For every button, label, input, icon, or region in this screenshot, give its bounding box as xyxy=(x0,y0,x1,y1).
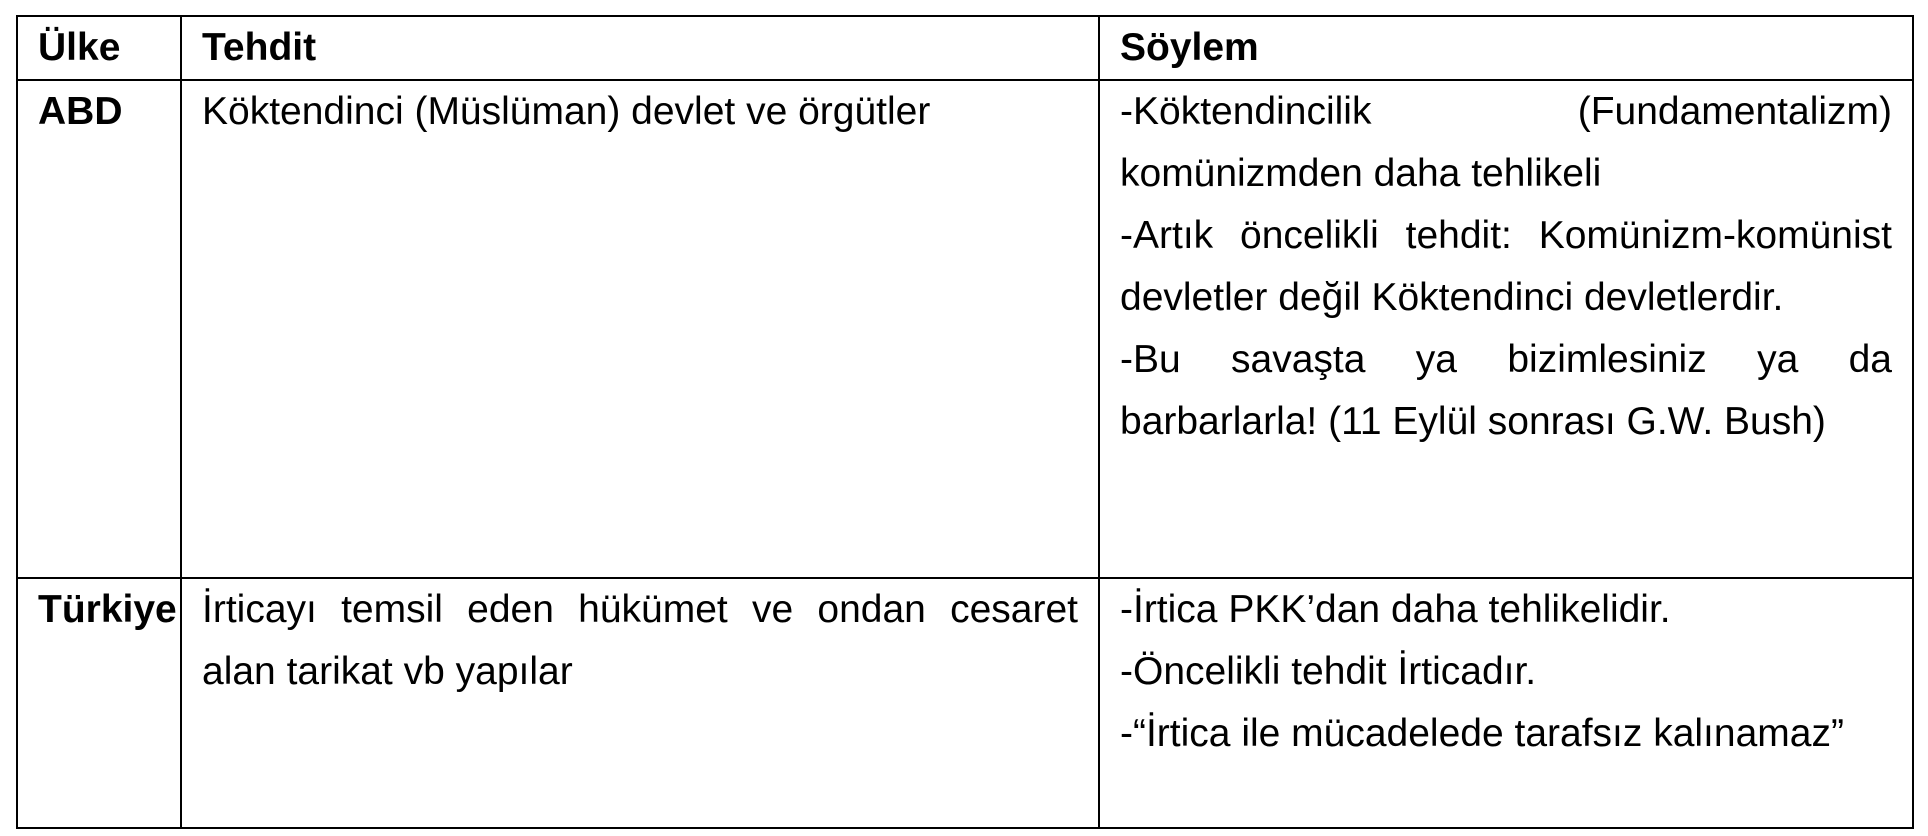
country-cell: Türkiye xyxy=(17,578,181,828)
threat-text: İrticayı temsil eden hükümet ve ondan cesaret alan tarikat vb yapılar xyxy=(202,588,1078,693)
table-header-row xyxy=(17,16,1913,80)
country-cell: ABD xyxy=(17,80,181,578)
header-threat: Tehdit xyxy=(181,16,1099,80)
threat-cell xyxy=(181,578,1099,828)
discourse-line: -Bu savaşta ya bizimlesiniz ya da barbarlarla! (11 Eylül sonrası G.W. Bush) xyxy=(1120,338,1892,443)
table-row xyxy=(17,578,1913,828)
threat-text: Köktendinci (Müslüman) devlet ve örgütler xyxy=(202,90,931,133)
discourse-line: -Artık öncelikli tehdit: Komünizm-komünist devletler değil Köktendinci devletlerdir. xyxy=(1120,214,1892,319)
discourse-line: -“İrtica ile mücadelede tarafsız kalınamaz” xyxy=(1120,712,1844,755)
discourse-cell xyxy=(1099,578,1913,828)
threat-discourse-table xyxy=(16,15,1914,829)
discourse-line: -İrtica PKK’dan daha tehlikelidir. xyxy=(1120,588,1671,631)
header-country: Ülke xyxy=(17,16,181,80)
discourse-cell xyxy=(1099,80,1913,578)
discourse-line: -Köktendincilik (Fundamentalizm) komünizmden daha tehlikeli xyxy=(1120,90,1892,195)
discourse-line: -Öncelikli tehdit İrticadır. xyxy=(1120,650,1537,693)
table-row xyxy=(17,80,1913,578)
threat-cell xyxy=(181,80,1099,578)
header-discourse: Söylem xyxy=(1099,16,1913,80)
